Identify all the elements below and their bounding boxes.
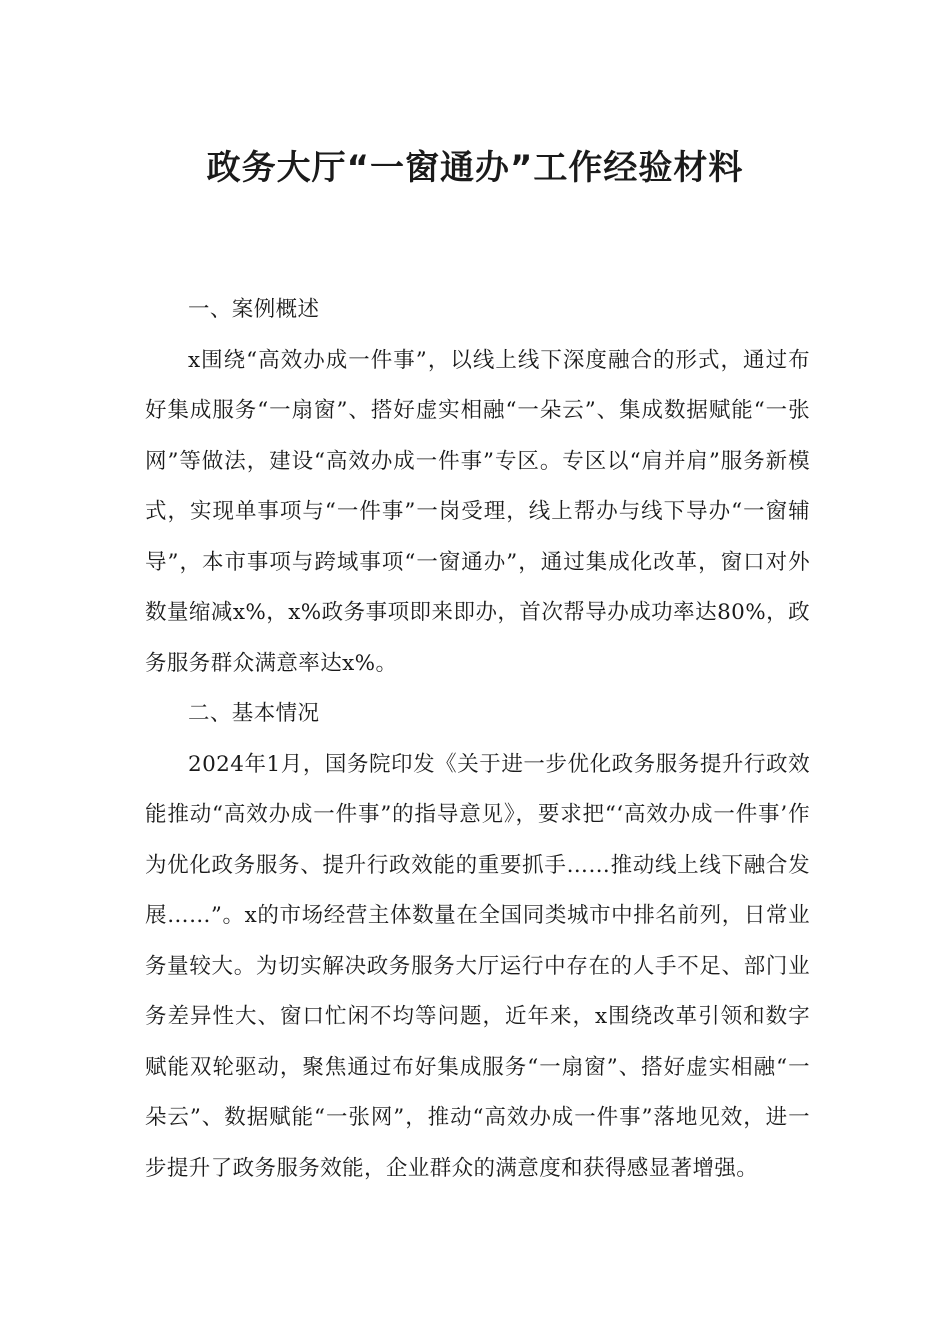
document-body [145,285,810,1194]
section-heading-basic-info: 二、基本情况 [188,701,320,726]
section-heading-overview: 一、案例概述 [188,297,320,322]
basic-info-paragraph: 2024年1月，国务院印发《关于进一步优化政务服务提升行政效能推动“高效办成一件事”的指导意见》，要求把“‘高效办成一件事’作为优化政务服务、提升行政效能的重要抓手……推动线上线下融合发展……”。x的市场经营主体数量在全国同类城市中排名前列，日常业务量较大。为切实解决政务服务大厅运行中存在的人手不足、部门业务差异性大、窗口忙闲不均等问题，近年来，x围绕改革引领和数字赋能双轮驱动，聚焦通过布好集成服务“一扇窗”、搭好虚实相融“一朵云”、数据赋能“一张网”，推动“高效办成一件事”落地见效，进一步提升了政务服务效能，企业群众的满意度和获得感显著增强。 [145,751,810,1181]
overview-paragraph: x围绕“高效办成一件事”，以线上线下深度融合的形式，通过布好集成服务“一扇窗”、搭好虚实相融“一朵云”、集成数据赋能“一张网”等做法，建设“高效办成一件事”专区。专区以“肩并肩”服务新模式，实现单事项与“一件事”一岗受理，线上帮办与线下导办“一窗辅导”，本市事项与跨域事项“一窗通办”，通过集成化改革，窗口对外数量缩减x%，x%政务事项即来即办，首次帮导办成功率达80%，政务服务群众满意率达x%。 [145,347,810,676]
document-title: 政务大厅“一窗通办”工作经验材料 [206,148,744,188]
